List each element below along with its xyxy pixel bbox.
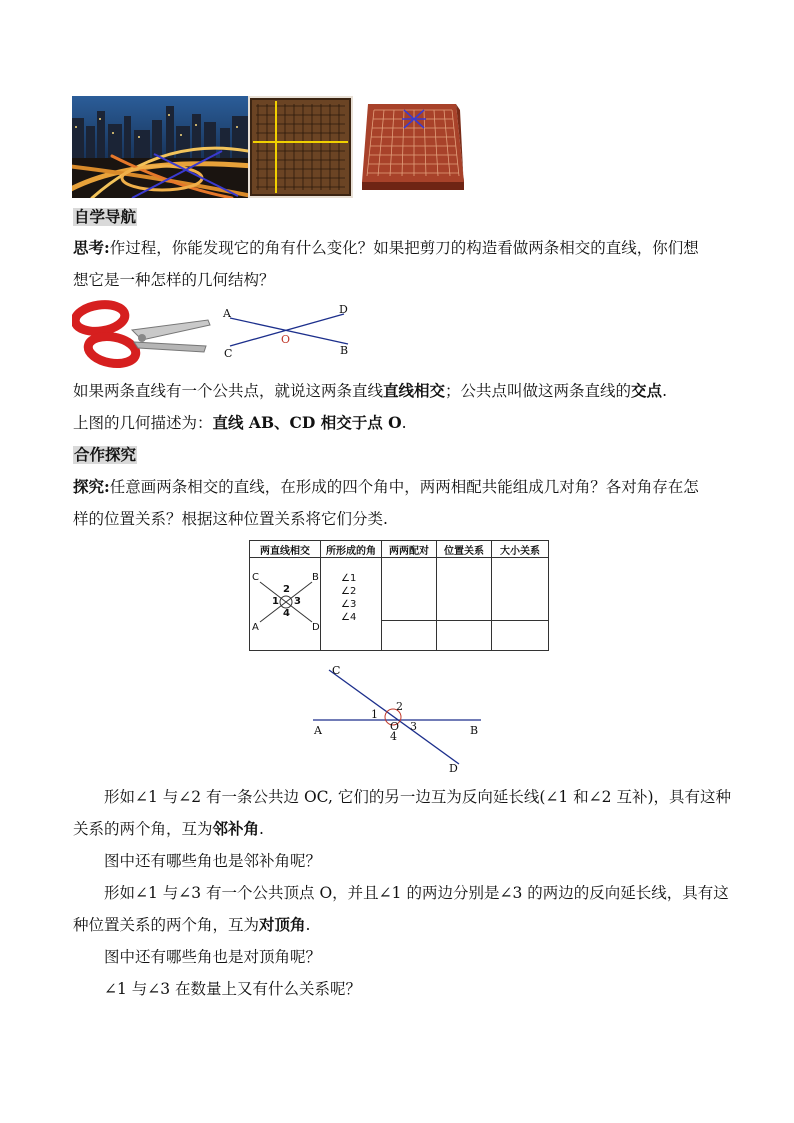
fig2-label-B: B <box>470 724 479 737</box>
fig2-label-A: A <box>314 724 322 737</box>
section-heading-selfstudy: 自学导航 <box>74 208 137 226</box>
think-paragraph-line1 <box>73 237 699 259</box>
vertical-definition-line1: 形如∠1 与∠3 有一个公共顶点 O，并且∠1 的两边分别是∠3 的两边的反向延长线，具有这 <box>104 884 729 902</box>
term-intersection-point: 交点 <box>631 381 663 400</box>
table-cell-empty <box>492 558 549 621</box>
think-text-1: 作过程，你能发现它的角有什么变化？如果把剪刀的构造看做两条相交的直线，你们想 <box>109 239 699 257</box>
table-cell-empty <box>437 558 492 621</box>
term-adjacent-supplementary: 邻补角 <box>212 819 260 838</box>
term-vertical-angles: 对顶角 <box>259 915 306 934</box>
table-angles-cell <box>321 558 382 651</box>
fig2-label-D: D <box>449 762 458 775</box>
vertical-definition-line2: 种位置关系的两个角，互为对顶角. <box>73 915 311 934</box>
fig2-angle-2: 2 <box>396 700 403 713</box>
label-D: D <box>339 303 348 316</box>
table-cell-empty <box>382 621 437 651</box>
angle-item: ∠1 <box>341 573 357 584</box>
table-cell-empty <box>437 621 492 651</box>
question-quantity: ∠1 与∠3 在数量上又有什么关系呢？ <box>104 980 362 998</box>
fig2-angle-3: 3 <box>410 720 417 733</box>
question-vertical: 图中还有哪些角也是对顶角呢？ <box>104 948 322 966</box>
question-adjacent: 图中还有哪些角也是邻补角呢？ <box>104 852 322 870</box>
photo-city-interchange <box>72 96 248 198</box>
table-header: 所形成的角 <box>321 541 382 558</box>
scissors-image <box>72 300 212 370</box>
angle-item: ∠4 <box>341 612 357 623</box>
geometric-description: 上图的几何描述为：直线 AB、CD 相交于点 O. <box>73 413 407 432</box>
label-B: B <box>340 344 349 357</box>
explore-text-2: 样的位置关系？根据这种位置关系将它们分类. <box>73 510 388 528</box>
photo-xiangqi-board <box>360 100 470 192</box>
definition-intersect: 如果两条直线有一个公共点，就说这两条直线直线相交；公共点叫做这两条直线的交点. <box>73 381 667 400</box>
angle-classification-table <box>249 540 549 651</box>
section-heading-coop: 合作探究 <box>74 446 137 464</box>
angle-item: ∠2 <box>341 586 357 597</box>
label-A: A <box>223 307 231 320</box>
table-header: 大小关系 <box>492 541 549 558</box>
table-header: 两直线相交 <box>250 541 321 558</box>
fig2-angle-1: 1 <box>371 708 378 721</box>
label-O: O <box>281 333 291 346</box>
fig2-angle-4: 4 <box>390 730 397 743</box>
adjacent-definition-line1: 形如∠1 与∠2 有一条公共边 OC, 它们的另一边互为反向延长线(∠1 和∠2 互补)，具有这种 <box>104 788 731 806</box>
label-C: C <box>224 347 233 360</box>
fig2-label-O: O <box>390 720 400 733</box>
photo-go-board <box>248 96 353 198</box>
think-label: 思考: <box>73 238 110 257</box>
explore-paragraph-line1: 探究:任意画两条相交的直线，在形成的四个角中，两两相配共能组成几对角？各对角存在怎 <box>73 477 699 496</box>
table-cell-empty <box>382 558 437 621</box>
fig2-label-C: C <box>332 664 341 677</box>
adjacent-definition-line2: 关系的两个角，互为邻补角. <box>73 819 264 838</box>
adjacent-angles-figure <box>305 662 495 774</box>
explore-label: 探究: <box>73 477 110 496</box>
table-cell-empty <box>492 621 549 651</box>
table-figure-cell: C B A D 2 1 3 4 <box>250 558 321 651</box>
term-intersect: 直线相交 <box>383 381 446 400</box>
table-header: 位置关系 <box>437 541 492 558</box>
table-header: 两两配对 <box>382 541 437 558</box>
think-text-2: 想它是一种怎样的几何结构？ <box>73 271 275 289</box>
intersecting-lines-figure <box>218 300 358 362</box>
angle-item: ∠3 <box>341 599 357 610</box>
